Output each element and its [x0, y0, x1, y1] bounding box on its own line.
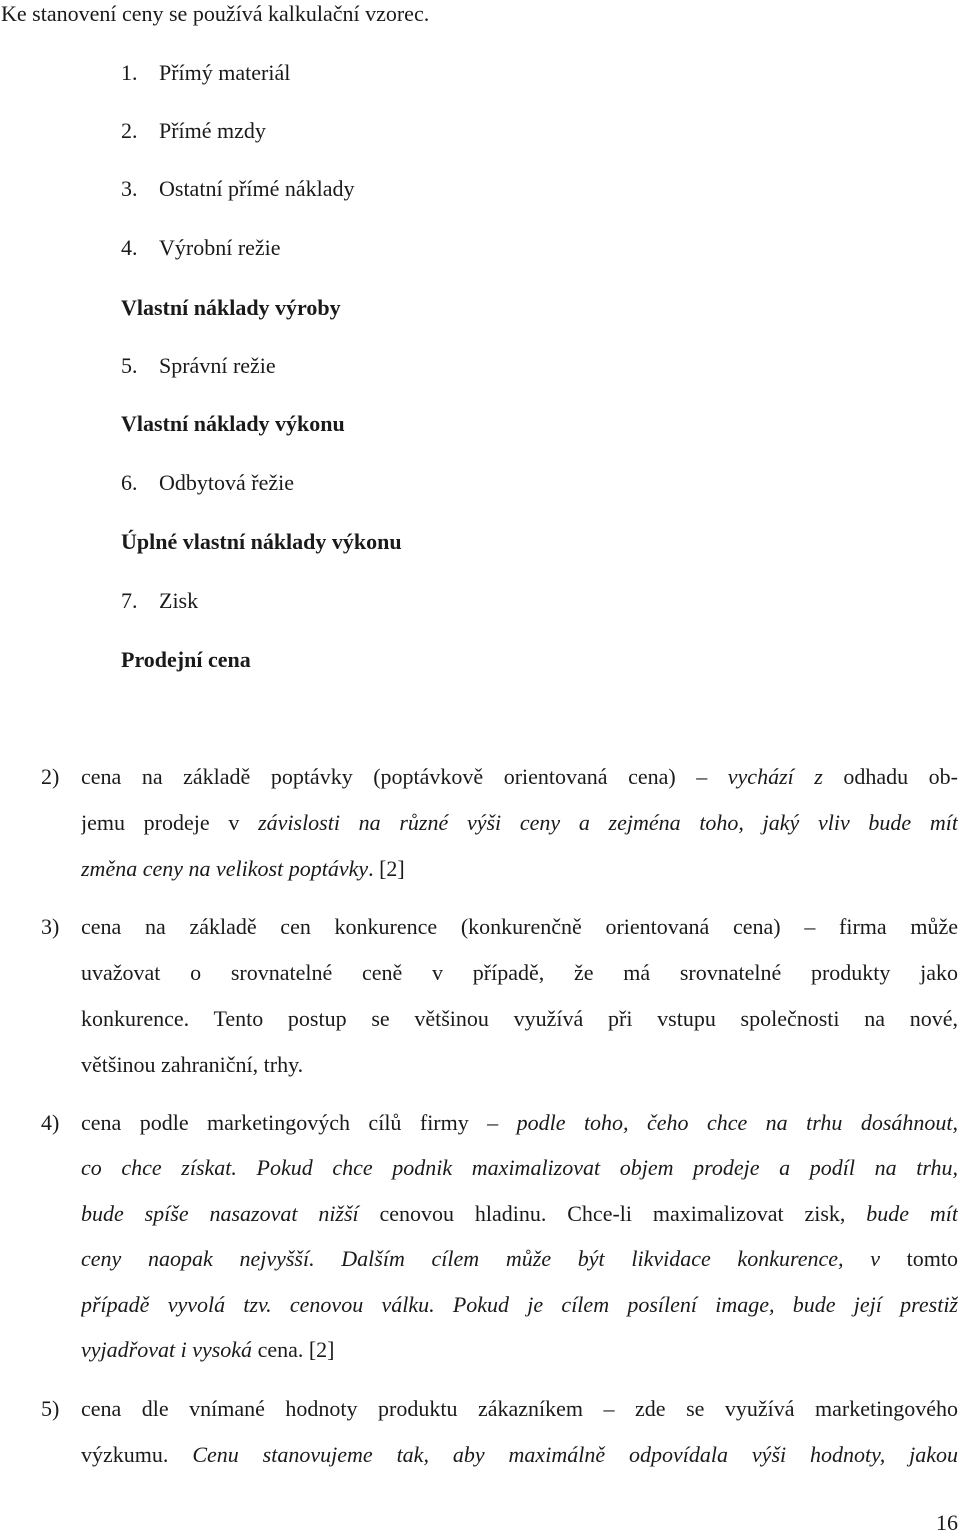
item-marker: 4) [41, 1110, 60, 1135]
item-text-line [81, 960, 958, 986]
formula-row-label: Úplné vlastní náklady výkonu [121, 529, 402, 554]
italic-text: bude mít [866, 1201, 958, 1226]
text-segment: tomto [879, 1246, 958, 1271]
intro-sentence: Ke stanovení ceny se používá kalkulační vzorec. [1, 1, 430, 26]
item-text-line [81, 1396, 958, 1422]
formula-row [121, 176, 355, 202]
formula-row-label: Ostatní přímé náklady [159, 176, 355, 201]
formula-row [121, 353, 276, 379]
italic-text: poptávky [288, 856, 369, 881]
italic-text: případě vyvolá tzv. cenovou válku. Pokud je cílem posílení image, bude její prestiž [81, 1292, 958, 1317]
formula-row-number: 5. [121, 353, 138, 378]
text-segment: jemu prodeje v [81, 810, 259, 835]
formula-row-label: Zisk [159, 588, 199, 613]
text-segment: většinou zahraniční, trhy. [81, 1052, 304, 1077]
formula-row-number: 6. [121, 470, 138, 495]
text-segment: cena na základě cen konkurence (konkurenčně orientovaná cena) – firma může [81, 914, 958, 939]
italic-text: závislosti na různé výši ceny a zejména toho, jaký vliv bude mít [258, 810, 958, 835]
text-segment: cena na základě poptávky (poptávkově orientovaná cena) – [81, 764, 728, 789]
text-segment: cena podle marketingových cílů firmy – [81, 1110, 517, 1135]
italic-text: podle toho, čeho chce na trhu dosáhnout, [516, 1110, 958, 1135]
item-text-line [81, 764, 958, 790]
text-segment: . [2] [368, 856, 405, 881]
item-marker: 2) [41, 764, 60, 789]
text-segment: cenovou hladinu. Chce-li maximalizovat zisk, [358, 1201, 867, 1226]
text-segment: výzkumu. [81, 1442, 193, 1467]
item-text-line [81, 1155, 958, 1181]
item-text-line [81, 810, 958, 836]
italic-text: co chce získat. Pokud chce podnik maximalizovat objem prodeje a podíl na trhu, [81, 1155, 958, 1180]
italic-text: Cenu stanovujeme tak, aby maximálně odpovídala výši hodnoty, jakou [192, 1442, 958, 1467]
formula-row [121, 529, 402, 555]
italic-text: změna ceny na velikost [81, 856, 289, 881]
formula-row-number: 7. [121, 588, 138, 613]
formula-row [121, 295, 341, 321]
page-number: 16 [936, 1510, 958, 1535]
formula-row-label: Správní režie [159, 353, 276, 378]
formula-row [121, 647, 251, 673]
formula-row-label: Výrobní režie [159, 235, 281, 260]
item-marker: 3) [41, 914, 60, 939]
item-text-line [81, 1442, 958, 1468]
item-text-line [81, 1246, 958, 1272]
formula-row-number: 2. [121, 118, 138, 143]
formula-row [121, 235, 281, 261]
formula-row [121, 470, 294, 496]
item-text-line [81, 1006, 958, 1032]
formula-row-label: Vlastní náklady výkonu [121, 411, 345, 436]
formula-row [121, 588, 198, 614]
formula-row [121, 60, 290, 86]
formula-row-label: Vlastní náklady výroby [121, 295, 341, 320]
formula-row-number: 4. [121, 235, 138, 260]
item-text-line [81, 856, 958, 882]
formula-row-number: 3. [121, 176, 138, 201]
item-text-line [81, 1110, 958, 1136]
text-segment: cena dle vnímané hodnoty produktu zákazníkem – zde se využívá marketingového [81, 1396, 958, 1421]
calculation-formula [121, 0, 821, 700]
formula-row-label: Přímé mzdy [159, 118, 266, 143]
text-segment: cena. [2] [252, 1337, 335, 1362]
item-marker: 5) [41, 1396, 60, 1421]
item-text-line [81, 1337, 958, 1363]
text-segment: uvažovat o srovnatelné ceně v případě, že má srovnatelné produkty jako [81, 960, 958, 985]
italic-text: ceny naopak nejvyšší. Dalším cílem může být likvidace konkurence, v [81, 1246, 880, 1271]
text-segment: odhadu ob- [822, 764, 958, 789]
formula-row-number: 1. [121, 60, 138, 85]
item-text-line [81, 1292, 958, 1318]
italic-text: vychází z [727, 764, 823, 789]
item-text-line [81, 1052, 958, 1078]
formula-row [121, 118, 266, 144]
formula-row [121, 411, 345, 437]
italic-text: vyjadřovat i vysoká [81, 1337, 253, 1362]
item-text-line [81, 1201, 958, 1227]
formula-row-label: Prodejní cena [121, 647, 251, 672]
formula-row-label: Přímý materiál [159, 60, 291, 85]
text-segment: konkurence. Tento postup se většinou využívá při vstupu společnosti na nové, [81, 1006, 958, 1031]
formula-row-label: Odbytová řežie [159, 470, 294, 495]
item-text-line [81, 914, 958, 940]
italic-text: bude spíše nasazovat nižší [81, 1201, 359, 1226]
